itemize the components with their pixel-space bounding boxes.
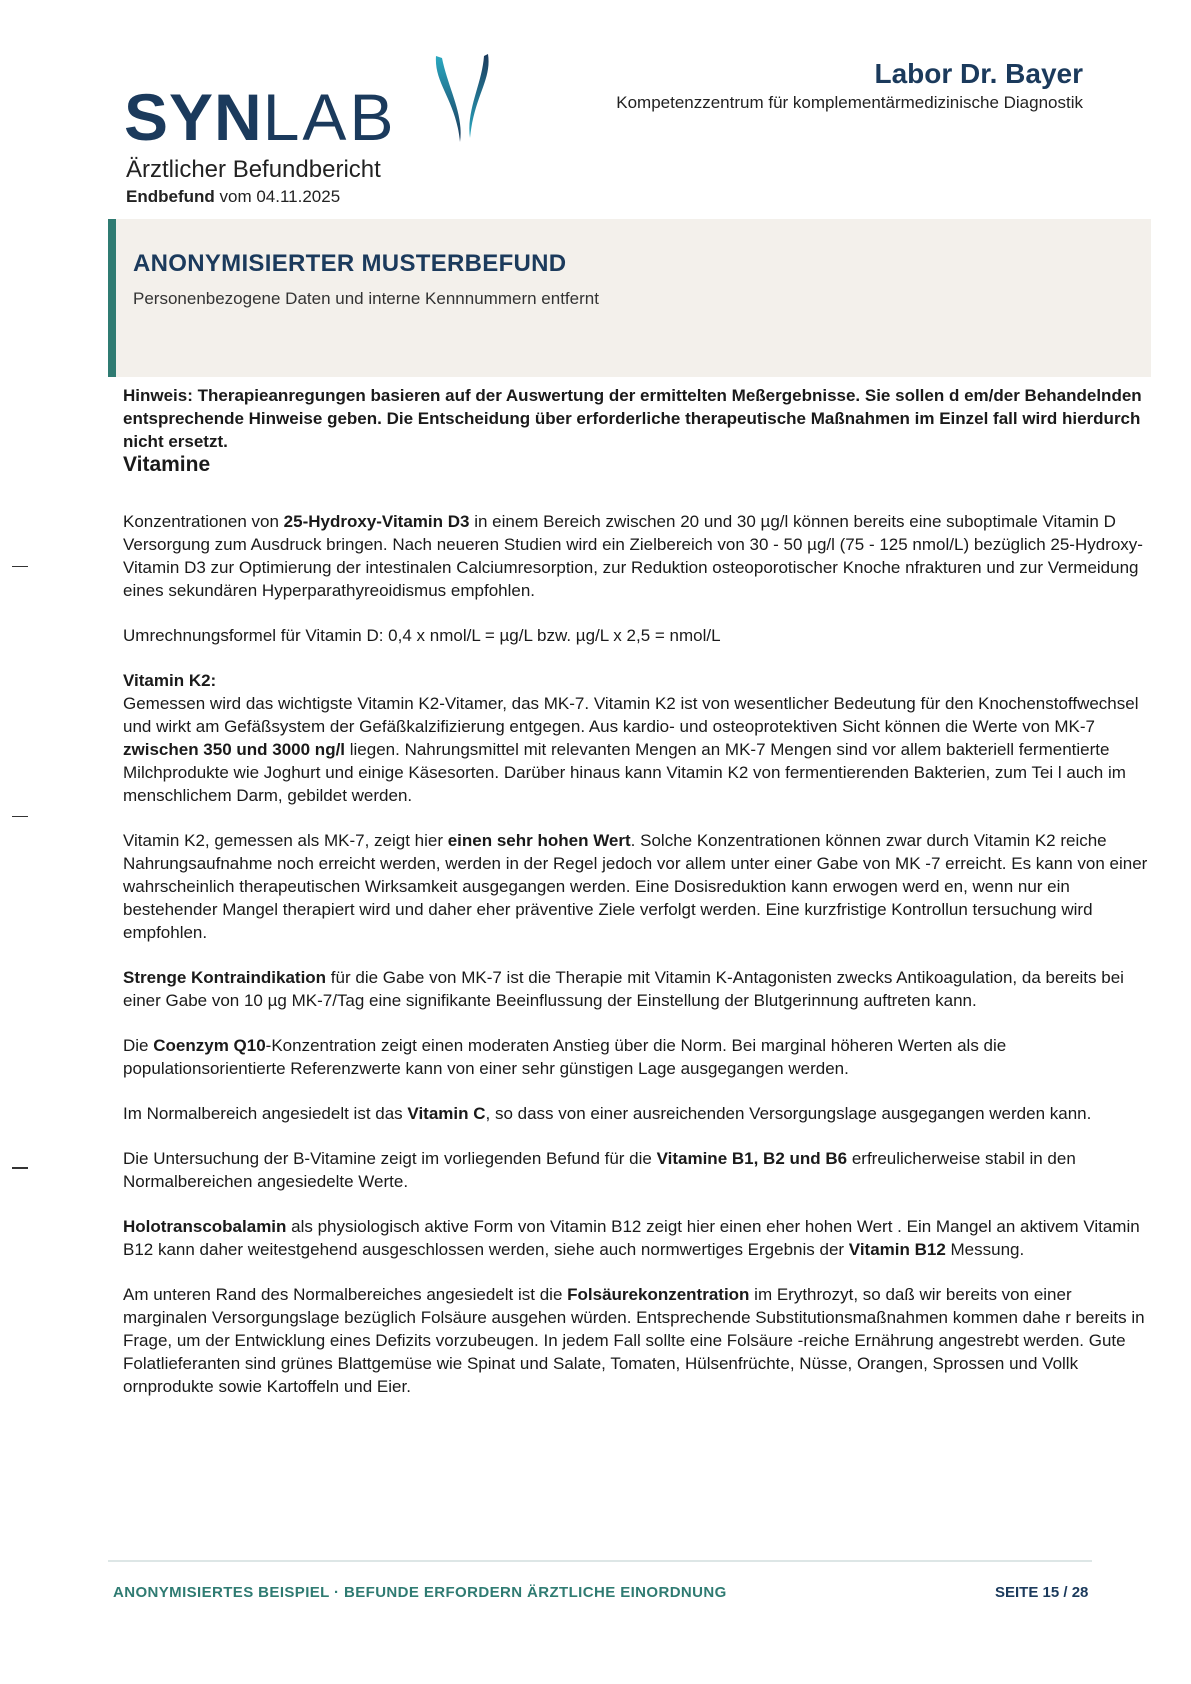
footer-disclaimer: ANONYMISIERTES BEISPIEL · BEFUNDE ERFORDERN ÄRZTLICHE EINORDNUNG	[113, 1584, 727, 1601]
margin-fold-mark	[12, 1167, 28, 1169]
banner-title: ANONYMISIERTER MUSTERBEFUND	[133, 250, 567, 277]
paragraph-vitamin-k2-result	[123, 829, 1151, 944]
text: im Erythrozyt, so daß wir bereits von einer marginalen Versorgungslage bezüglich Folsäure ausgehen würden. Entsprechende Substitutionsmaßnahmen kommen dahe r bereits in Frage, um der Entwicklung eines Defizits vorzubeugen. In jedem Fall sollte eine Folsäure -reiche Ernährung angestrebt werden. Gute Folatlieferanten sind grünes Blattgemüse wie Spinat und Salate, Tomaten, Hülsenfrüchte, Nüsse, Orangen, Sprossen und Vollk ornprodukte sowie Kartoffeln und Eier.	[123, 1285, 1145, 1396]
margin-punch-mark	[12, 816, 28, 817]
bold-term: 25-Hydroxy-Vitamin D3	[283, 512, 470, 531]
paragraph-vitamin-d	[123, 510, 1151, 602]
text: Im Normalbereich angesiedelt ist das	[123, 1104, 408, 1123]
report-status-date: vom 04.11.2025	[214, 187, 341, 206]
lab-info	[616, 58, 1083, 114]
page-number: SEITE 15 / 28	[995, 1584, 1089, 1601]
text: Messung.	[945, 1240, 1025, 1259]
anonymization-banner	[108, 219, 1151, 377]
synlab-logo	[124, 54, 502, 154]
paragraph-holotranscobalamin	[123, 1215, 1151, 1261]
text: liegen. Nahrungsmittel mit relevanten Mengen an MK-7 Mengen sind vor allem bakteriell fermentierte Milchprodukte wie Joghurt und einige Käsesorten. Darüber hinaus kann Vitamin K2 von fermentierenden Bakterien, zum Tei l auch im menschlichem Darm, gebildet werden.	[123, 740, 1126, 805]
paragraph-b-vitamins	[123, 1147, 1151, 1193]
text: in einem Bereich zwischen 20 und 30 µg/l können bereits eine suboptimale Vitamin D Versorgung zum Ausdruck bringen. Nach neueren Studien wird ein Zielbereich von 30 - 50 µg/l (75 - 125 nmol/L) bezüglich 25-Hydroxy-Vitamin D3 zur Optimierung der intestinalen Calciumresorption, zur Reduktion osteoporotischer Knoche nfrakturen und zur Vermeidung eines sekundären Hyperparathyreoidismus empfohlen.	[123, 512, 1143, 600]
text: für die Gabe von MK-7 ist die Therapie mit Vitamin K-Antagonisten zwecks Antikoagulation, da bereits bei einer Gabe von 10 µg MK-7/Tag eine signifikante Beeinflussung der Einstellung der Blutgerinnung auftreten kann.	[123, 968, 1124, 1010]
heading-vitamin-k2: Vitamin K2:	[123, 671, 217, 690]
synlab-logo-text	[124, 80, 397, 154]
synlab-wave-logo-mark-icon	[430, 54, 502, 146]
bold-term: zwischen 350 und 3000 ng/l	[123, 740, 346, 759]
section-title-vitamine: Vitamine	[123, 453, 211, 476]
paragraph-vitamin-d-formula: Umrechnungsformel für Vitamin D: 0,4 x nmol/L = µg/L bzw. µg/L x 2,5 = nmol/L	[123, 626, 721, 645]
bold-term: Folsäurekonzentration	[567, 1285, 750, 1304]
bold-term: Vitamin B12	[848, 1240, 946, 1259]
text: erfreulicherweise stabil in den Normalbereichen angesiedelte Werte.	[123, 1149, 1076, 1191]
bold-term: Coenzym Q10	[153, 1036, 266, 1055]
lab-name: Labor Dr. Bayer	[874, 58, 1083, 89]
text: Die	[123, 1036, 154, 1055]
report-content	[123, 384, 1151, 1398]
therapy-note: Hinweis: Therapieanregungen basieren auf der Auswertung der ermittelten Meßergebnisse. Sie sollen d em/der Behandelnden entsprechende Hinweise geben. Die Entscheidung über erforderliche therapeutische Maßnahmen im Einzel fall wird hierdurch nicht ersetzt.	[123, 386, 1142, 451]
logo-text-light: LAB	[262, 80, 397, 154]
report-title: Ärztlicher Befundbericht	[126, 156, 381, 183]
margin-fold-mark	[12, 566, 28, 567]
report-status	[126, 186, 340, 208]
banner-subtitle: Personenbezogene Daten und interne Kennnummern entfernt	[133, 289, 599, 308]
text: Konzentrationen von	[123, 512, 284, 531]
text: , so dass von einer ausreichenden Versorgungslage ausgegangen werden kann.	[485, 1104, 1092, 1123]
paragraph-folic-acid	[123, 1283, 1151, 1398]
text: Vitamin K2, gemessen als MK-7, zeigt hier	[123, 831, 448, 850]
text: -Konzentration zeigt einen moderaten Anstieg über die Norm. Bei marginal höheren Werten als die populationsorientierte Referenzwerte kann von einer sehr günstigen Lage ausgegangen werden.	[123, 1036, 1007, 1078]
text: Die Untersuchung der B-Vitamine zeigt im vorliegenden Befund für die	[123, 1149, 657, 1168]
bold-term: Holotranscobalamin	[123, 1217, 287, 1236]
report-status-label: Endbefund	[126, 187, 215, 206]
paragraph-vitamin-c	[123, 1102, 1151, 1125]
paragraph-vitamin-k2	[123, 692, 1151, 807]
text: Am unteren Rand des Normalbereiches angesiedelt ist die	[123, 1285, 568, 1304]
bold-term: einen sehr hohen Wert	[447, 831, 631, 850]
bold-term: Vitamine B1, B2 und B6	[656, 1149, 848, 1168]
text: Gemessen wird das wichtigste Vitamin K2-Vitamer, das MK-7. Vitamin K2 ist von wesentlicher Bedeutung für den Knochenstoffwechsel und wirkt am Gefäßsystem der Gefäßkalzifizierung entgegen. Aus kardio- und osteoprotektiven Sicht können die Werte von MK-7	[123, 694, 1139, 736]
paragraph-coenzyme-q10	[123, 1034, 1151, 1080]
logo-text-bold: SYN	[124, 80, 263, 154]
text: als physiologisch aktive Form von Vitamin B12 zeigt hier einen eher hohen Wert . Ein Mangel an aktivem Vitamin B12 kann daher weitestgehend ausgeschlossen werden, siehe auch normwertiges Ergebnis der	[123, 1217, 1140, 1259]
bold-term: Vitamin C	[407, 1104, 486, 1123]
bold-term: Strenge Kontraindikation	[123, 968, 327, 987]
footer-divider	[108, 1560, 1092, 1562]
paragraph-contraindication	[123, 966, 1151, 1012]
text: . Solche Konzentrationen können zwar durch Vitamin K2 reiche Nahrungsaufnahme noch erreicht werden, werden in der Regel jedoch vor allem unter einer Gabe von MK -7 erreicht. Es kann von einer wahrscheinlich therapeutischen Wirksamkeit ausgegangen werden. Eine Dosisreduktion kann erwogen werd en, wenn nur ein bestehender Mangel therapiert wird und daher eher präventive Ziele verfolgt werden. Eine kurzfristige Kontrollun tersuchung wird empfohlen.	[123, 831, 1148, 942]
lab-subtitle: Kompetenzzentrum für komplementärmedizinische Diagnostik	[616, 93, 1083, 112]
